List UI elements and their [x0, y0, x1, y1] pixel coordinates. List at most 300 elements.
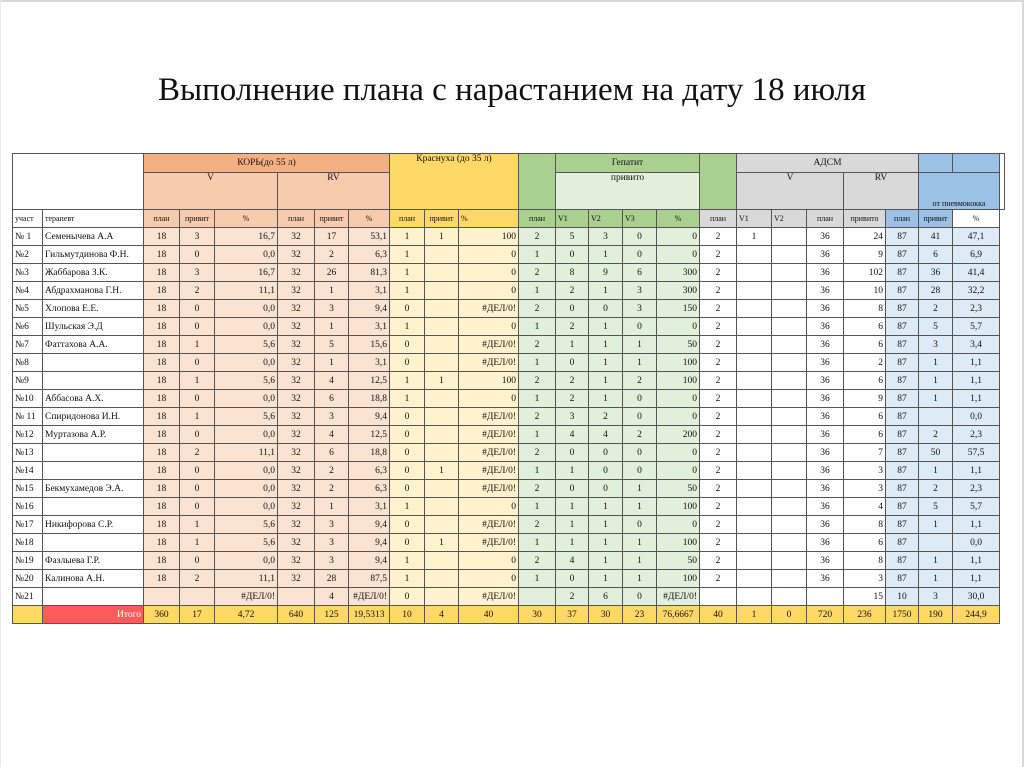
table-cell: 11,1 — [215, 444, 278, 462]
table-cell: 150 — [657, 300, 700, 318]
table-cell: 1 — [390, 390, 425, 408]
total-cell: 17 — [180, 606, 215, 624]
table-cell: Жаббарова З.К. — [43, 264, 144, 282]
table-cell — [737, 264, 772, 282]
table-cell: 32 — [278, 498, 315, 516]
table-cell: 1 — [180, 336, 215, 354]
table-cell: Аббасова А.Х. — [43, 390, 144, 408]
table-cell: 36 — [807, 300, 844, 318]
table-cell: Шульская Э.Д — [43, 318, 144, 336]
table-cell: 1 — [425, 462, 459, 480]
table-cell: 1 — [589, 534, 623, 552]
table-cell — [43, 534, 144, 552]
table-cell — [425, 444, 459, 462]
column-header: план — [390, 210, 425, 228]
table-cell: 0 — [556, 246, 589, 264]
table-cell: 87 — [886, 264, 919, 282]
table-row — [13, 408, 1005, 426]
table-cell: 2 — [519, 480, 556, 498]
table-cell: Фаттахова А.А. — [43, 336, 144, 354]
table-cell: 100 — [657, 372, 700, 390]
table-cell: 87 — [886, 408, 919, 426]
subgroup-adsm-v: V — [737, 173, 844, 210]
table-cell: 3 — [919, 588, 953, 606]
table-cell: №3 — [13, 264, 43, 282]
table-cell — [144, 588, 180, 606]
table-cell: 32 — [278, 426, 315, 444]
table-cell: 0 — [556, 570, 589, 588]
table-cell: 100 — [459, 228, 519, 246]
table-row — [13, 570, 1005, 588]
table-cell: №13 — [13, 444, 43, 462]
table-cell: 1 — [737, 228, 772, 246]
total-blank-cell — [13, 606, 43, 624]
table-cell: 3 — [315, 300, 349, 318]
table-cell: 18 — [144, 516, 180, 534]
table-cell: 32 — [278, 336, 315, 354]
table-cell: 16,7 — [215, 228, 278, 246]
table-cell: 4 — [315, 588, 349, 606]
table-cell: 5,6 — [215, 408, 278, 426]
table-cell: 2 — [700, 354, 737, 372]
table-cell: 0 — [623, 318, 657, 336]
table-cell: 1 — [519, 570, 556, 588]
group-krasnukha: Краснуха (до 35 л) — [390, 154, 519, 210]
table-cell — [425, 588, 459, 606]
table-cell: 1 — [519, 426, 556, 444]
table-cell: 5,6 — [215, 516, 278, 534]
table-cell: 36 — [807, 246, 844, 264]
pnevmo-pct-spacer — [1000, 154, 1005, 210]
total-cell: 640 — [278, 606, 315, 624]
table-cell: 1 — [589, 570, 623, 588]
table-cell: 0,0 — [953, 408, 1000, 426]
group-kor: КОРЬ(до 55 л) — [144, 154, 390, 173]
table-cell: 1 — [180, 372, 215, 390]
table-cell: 0 — [459, 570, 519, 588]
table-cell: 57,5 — [953, 444, 1000, 462]
table-cell: 4 — [844, 498, 886, 516]
table-cell: 0,0 — [215, 300, 278, 318]
table-cell: 18 — [144, 462, 180, 480]
table-cell: 2 — [519, 264, 556, 282]
table-cell: 3 — [315, 408, 349, 426]
table-cell: 32 — [278, 390, 315, 408]
table-cell — [737, 390, 772, 408]
table-cell — [425, 354, 459, 372]
group-adsm: АДСМ — [737, 154, 919, 173]
table-cell: 87 — [886, 372, 919, 390]
table-cell — [425, 552, 459, 570]
table-cell: 36 — [807, 480, 844, 498]
table-cell: 1 — [425, 372, 459, 390]
table-cell: 5 — [919, 498, 953, 516]
table-cell: Муртазова А.Р. — [43, 426, 144, 444]
table-cell — [737, 462, 772, 480]
table-cell: 2 — [519, 408, 556, 426]
table-cell: 1 — [556, 498, 589, 516]
table-cell: № 1 — [13, 228, 43, 246]
table-cell: 6 — [844, 426, 886, 444]
table-cell: 18 — [144, 282, 180, 300]
table-cell: №14 — [13, 462, 43, 480]
table-cell: №16 — [13, 498, 43, 516]
table-cell: 36 — [807, 354, 844, 372]
table-cell: 3,1 — [349, 282, 390, 300]
table-cell — [772, 552, 807, 570]
table-cell: 9,4 — [349, 300, 390, 318]
total-cell: 23 — [623, 606, 657, 624]
total-cell: 19,5313 — [349, 606, 390, 624]
table-cell: 87 — [886, 228, 919, 246]
table-cell: 100 — [657, 354, 700, 372]
table-cell: 3 — [623, 282, 657, 300]
table-cell: 9 — [844, 390, 886, 408]
table-cell: 0 — [390, 534, 425, 552]
table-cell: 1 — [623, 534, 657, 552]
table-cell: 1 — [589, 498, 623, 516]
table-cell: 0 — [657, 462, 700, 480]
table-cell: 6 — [844, 336, 886, 354]
table-row — [13, 534, 1005, 552]
table-cell — [772, 300, 807, 318]
table-cell: 2 — [700, 498, 737, 516]
table-cell: 3 — [556, 408, 589, 426]
table-cell: 81,3 — [349, 264, 390, 282]
table-cell — [772, 408, 807, 426]
table-cell: 2,3 — [953, 426, 1000, 444]
table-cell: 1 — [919, 354, 953, 372]
table-cell — [772, 516, 807, 534]
table-cell: 0,0 — [215, 462, 278, 480]
table-cell: 36 — [807, 462, 844, 480]
table-cell: 5,6 — [215, 534, 278, 552]
table-cell: 1 — [589, 318, 623, 336]
table-cell: 2 — [556, 282, 589, 300]
vaccination-plan-table — [12, 153, 1005, 624]
table-cell: 18 — [144, 372, 180, 390]
table-cell: 1 — [390, 498, 425, 516]
column-header: V2 — [772, 210, 807, 228]
table-cell — [180, 588, 215, 606]
slide-title: Выполнение плана с нарастанием на дату 18 июля — [157, 72, 867, 108]
table-cell: 87 — [886, 462, 919, 480]
table-cell: 53,1 — [349, 228, 390, 246]
table-cell: #ДЕЛ/0! — [459, 480, 519, 498]
table-row — [13, 480, 1005, 498]
group-gepatit: Гепатит — [556, 154, 700, 173]
table-cell: 3,1 — [349, 498, 390, 516]
table-cell: 0,0 — [215, 480, 278, 498]
table-cell: №19 — [13, 552, 43, 570]
table-cell: 3 — [919, 336, 953, 354]
table-cell: 1 — [623, 570, 657, 588]
table-row — [13, 300, 1005, 318]
table-cell: 18 — [144, 498, 180, 516]
table-cell: 3 — [180, 264, 215, 282]
table-cell — [919, 534, 953, 552]
table-cell: 18 — [144, 264, 180, 282]
table-row — [13, 390, 1005, 408]
table-cell: 32 — [278, 354, 315, 372]
column-header: V1 — [737, 210, 772, 228]
table-cell: 2 — [180, 570, 215, 588]
table-row — [13, 426, 1005, 444]
slide-border-left — [0, 0, 1, 767]
table-cell: #ДЕЛ/0! — [459, 588, 519, 606]
table-cell — [425, 516, 459, 534]
table-cell: 15,6 — [349, 336, 390, 354]
pnevmo-spacer-2 — [953, 154, 1000, 173]
column-header: % — [459, 210, 519, 228]
table-cell: 100 — [657, 570, 700, 588]
table-cell: 0 — [390, 462, 425, 480]
table-cell: 1 — [390, 372, 425, 390]
table-cell: 100 — [459, 372, 519, 390]
table-cell: 0 — [459, 498, 519, 516]
table-cell — [425, 300, 459, 318]
table-cell: 87 — [886, 570, 919, 588]
table-cell — [43, 588, 144, 606]
table-cell: 1 — [589, 354, 623, 372]
table-cell: 2 — [623, 426, 657, 444]
table-cell — [43, 462, 144, 480]
subgroup-gepatit-privito: привито — [556, 173, 700, 210]
table-cell: 4 — [315, 372, 349, 390]
table-cell: 36 — [807, 372, 844, 390]
table-cell: 6 — [315, 390, 349, 408]
table-cell — [425, 426, 459, 444]
table-cell: 9,4 — [349, 408, 390, 426]
table-cell: #ДЕЛ/0! — [215, 588, 278, 606]
table-cell: 0 — [180, 462, 215, 480]
table-cell: 1 — [919, 552, 953, 570]
table-cell: 1 — [390, 570, 425, 588]
table-cell: 9 — [589, 264, 623, 282]
subgroup-kor-rv: RV — [278, 173, 390, 210]
table-cell: №9 — [13, 372, 43, 390]
table-cell: 2 — [700, 246, 737, 264]
table-cell: Бекмухамедов Э.А. — [43, 480, 144, 498]
column-header: % — [215, 210, 278, 228]
table-cell: 1,1 — [953, 372, 1000, 390]
table-cell: 0,0 — [215, 552, 278, 570]
table-cell: 11,1 — [215, 282, 278, 300]
table-cell — [425, 480, 459, 498]
table-cell: 0 — [556, 300, 589, 318]
table-cell: 2 — [700, 534, 737, 552]
table-cell: 100 — [657, 498, 700, 516]
table-cell: 0 — [589, 300, 623, 318]
table-cell: 32 — [278, 462, 315, 480]
total-cell: 40 — [700, 606, 737, 624]
table-cell: 18 — [144, 300, 180, 318]
table-cell: 87 — [886, 246, 919, 264]
table-cell: 2 — [519, 300, 556, 318]
table-cell — [772, 336, 807, 354]
total-cell: 76,6667 — [657, 606, 700, 624]
group-header-row — [13, 154, 1005, 173]
table-cell: 1 — [556, 462, 589, 480]
table-cell: #ДЕЛ/0! — [349, 588, 390, 606]
table-cell: 2 — [556, 318, 589, 336]
table-cell: 1 — [180, 408, 215, 426]
table-cell: 12,5 — [349, 372, 390, 390]
table-row — [13, 372, 1005, 390]
table-cell — [737, 282, 772, 300]
table-cell: 0 — [556, 354, 589, 372]
table-cell — [737, 552, 772, 570]
table-cell: 1 — [519, 318, 556, 336]
table-cell — [43, 354, 144, 372]
table-cell: 100 — [657, 534, 700, 552]
table-cell: 10 — [886, 588, 919, 606]
table-cell: 300 — [657, 282, 700, 300]
table-cell: 36 — [807, 228, 844, 246]
table-cell: 1 — [919, 372, 953, 390]
table-cell: 32 — [278, 318, 315, 336]
table-cell: Гильмутдинова Ф.Н. — [43, 246, 144, 264]
total-cell: 190 — [919, 606, 953, 624]
table-cell: 2 — [700, 426, 737, 444]
table-cell: 0 — [459, 264, 519, 282]
table-cell: 0 — [556, 480, 589, 498]
table-cell: 0 — [623, 246, 657, 264]
table-cell: 1 — [556, 516, 589, 534]
table-cell — [737, 300, 772, 318]
table-cell — [425, 246, 459, 264]
table-cell: 0 — [657, 318, 700, 336]
column-header: привит — [315, 210, 349, 228]
table-cell: 18,8 — [349, 444, 390, 462]
table-cell — [772, 264, 807, 282]
table-cell: Никифорова С.Р. — [43, 516, 144, 534]
table-cell: 2 — [700, 390, 737, 408]
table-cell: 1 — [623, 480, 657, 498]
total-cell: 4,72 — [215, 606, 278, 624]
table-cell: 1 — [390, 552, 425, 570]
total-cell: 1750 — [886, 606, 919, 624]
table-cell: 0 — [623, 516, 657, 534]
table-cell: 36 — [807, 534, 844, 552]
table-cell: 36 — [807, 516, 844, 534]
table-cell: 87 — [886, 426, 919, 444]
table-cell — [737, 480, 772, 498]
table-cell: 2 — [519, 552, 556, 570]
table-cell: 41 — [919, 228, 953, 246]
table-cell: 1 — [919, 390, 953, 408]
table-cell: 2 — [519, 336, 556, 354]
table-cell: 6 — [844, 372, 886, 390]
table-cell — [772, 354, 807, 372]
total-cell: 0 — [772, 606, 807, 624]
table-cell: 1 — [180, 516, 215, 534]
table-cell: 1 — [623, 552, 657, 570]
column-header: терапевт — [43, 210, 144, 228]
table-cell: 32 — [278, 372, 315, 390]
table-cell: 36 — [807, 264, 844, 282]
total-cell: 244,9 — [953, 606, 1000, 624]
table-cell: 0 — [180, 300, 215, 318]
table-cell: #ДЕЛ/0! — [459, 462, 519, 480]
column-header: план — [886, 210, 919, 228]
table-cell: 1 — [390, 264, 425, 282]
table-cell: 0 — [390, 354, 425, 372]
table-cell: 6 — [844, 318, 886, 336]
table-cell: 5,7 — [953, 498, 1000, 516]
table-cell: 4 — [589, 426, 623, 444]
table-cell: 1 — [315, 318, 349, 336]
table-cell: 2 — [556, 390, 589, 408]
table-cell: 2 — [589, 408, 623, 426]
table-cell — [425, 390, 459, 408]
table-cell: 50 — [657, 336, 700, 354]
table-cell: 5,7 — [953, 318, 1000, 336]
table-cell — [772, 426, 807, 444]
table-cell: 6,3 — [349, 462, 390, 480]
table-cell: 6 — [315, 444, 349, 462]
table-cell: 4 — [556, 426, 589, 444]
table-cell: 2 — [700, 552, 737, 570]
table-cell: 0 — [589, 444, 623, 462]
pnevmo-spacer-1 — [919, 154, 953, 173]
table-cell: 6 — [844, 408, 886, 426]
blank-corner — [13, 154, 144, 210]
table-cell: 18 — [144, 426, 180, 444]
table-cell: #ДЕЛ/0! — [459, 516, 519, 534]
table-cell: 1 — [589, 516, 623, 534]
table-cell: 1 — [519, 534, 556, 552]
table-cell: 3 — [844, 462, 886, 480]
table-cell: 32 — [278, 516, 315, 534]
table-cell: 1 — [589, 552, 623, 570]
table-cell: 2 — [556, 372, 589, 390]
table-cell: 12,5 — [349, 426, 390, 444]
table-cell: 3 — [844, 570, 886, 588]
table-cell — [737, 588, 772, 606]
table-cell: 2 — [700, 570, 737, 588]
table-cell — [737, 372, 772, 390]
table-cell: 36 — [807, 408, 844, 426]
table-cell: 0 — [623, 588, 657, 606]
table-cell: 2 — [180, 444, 215, 462]
table-cell: #ДЕЛ/0! — [459, 354, 519, 372]
table-cell: #ДЕЛ/0! — [657, 588, 700, 606]
table-cell: 18 — [144, 390, 180, 408]
table-cell: 1 — [425, 534, 459, 552]
table-row — [13, 264, 1005, 282]
table-cell: 5,6 — [215, 336, 278, 354]
table-cell: 0 — [390, 444, 425, 462]
column-header: V1 — [556, 210, 589, 228]
table-cell: 18 — [144, 354, 180, 372]
table-cell: Калинова А.Н. — [43, 570, 144, 588]
gepatit-pct-spacer — [700, 154, 737, 210]
table-row — [13, 462, 1005, 480]
table-cell — [737, 498, 772, 516]
column-header: привито — [844, 210, 886, 228]
table-cell: 0 — [657, 444, 700, 462]
table-cell: 18 — [144, 534, 180, 552]
table-cell: №21 — [13, 588, 43, 606]
table-cell: 15 — [844, 588, 886, 606]
table-cell: 0 — [180, 354, 215, 372]
table-cell: 1 — [425, 228, 459, 246]
table-cell: 2 — [700, 516, 737, 534]
table-cell — [43, 498, 144, 516]
column-header: % — [953, 210, 1000, 228]
table-cell: 18 — [144, 336, 180, 354]
